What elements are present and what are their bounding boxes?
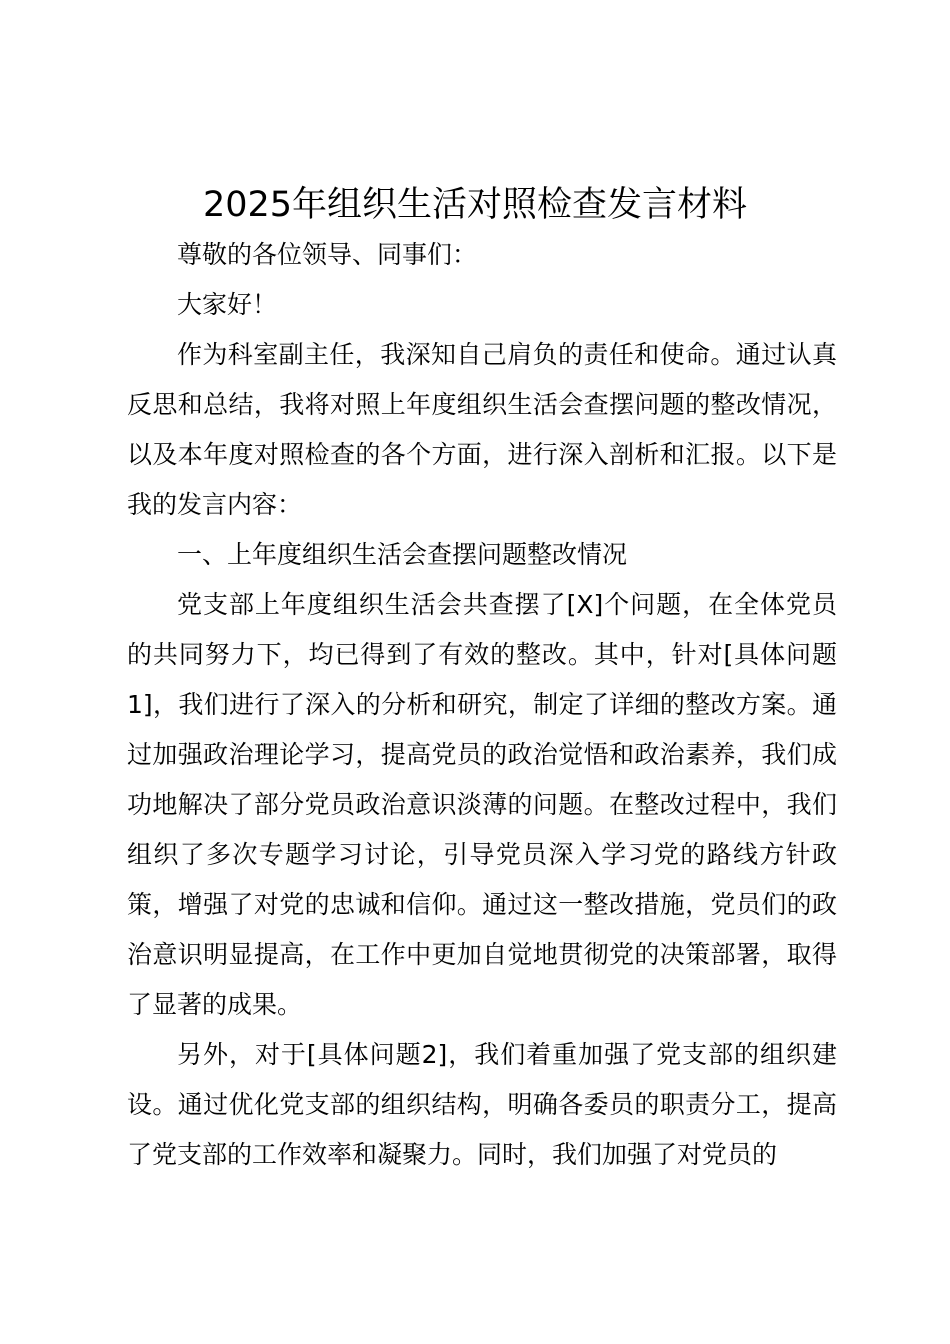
intro-paragraph: 作为科室副主任，我深知自己肩负的责任和使命。通过认真反思和总结，我将对照上年度组织生活会查摆问题的整改情况，以及本年度对照检查的各个方面，进行深入剖析和汇报。以下是我的发言内容： [127, 340, 837, 519]
greeting: 大家好！ [177, 290, 278, 319]
salutation: 尊敬的各位领导、同事们： [177, 240, 478, 269]
body-paragraph: 另外，对于[具体问题2]，我们着重加强了党支部的组织建设。通过优化党支部的组织结构，明确各委员的职责分工，提高了党支部的工作效率和凝聚力。同时，我们加强了对党员的 [127, 1040, 837, 1169]
section-heading: 一、上年度组织生活会查摆问题整改情况 [177, 540, 628, 569]
body-paragraph: 党支部上年度组织生活会共查摆了[X]个问题，在全体党员的共同努力下，均已得到了有效的整改。其中，针对[具体问题1]，我们进行了深入的分析和研究，制定了详细的整改方案。通过加强政治理论学习，提高党员的政治觉悟和政治素养，我们成功地解决了部分党员政治意识淡薄的问题。在整改过程中，我们组织了多次专题学习讨论，引导党员深入学习党的路线方针政策，增强了对党的忠诚和信仰。通过这一整改措施，党员们的政治意识明显提高，在工作中更加自觉地贯彻党的决策部署，取得了显著的成果。 [127, 590, 837, 1019]
document-body [127, 230, 837, 1180]
document-title: 2025年组织生活对照检查发言材料 [202, 185, 748, 225]
